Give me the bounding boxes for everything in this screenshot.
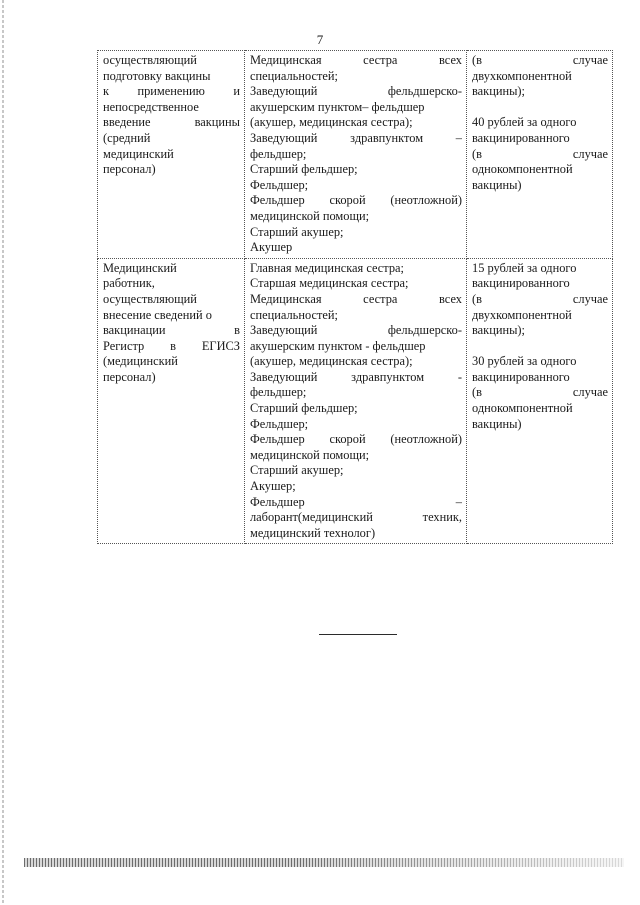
cell-line: медицинский технолог) bbox=[250, 525, 376, 540]
cell-line: акушерским пунктом - фельдшер bbox=[250, 338, 426, 353]
cell-line: вакцинированного bbox=[472, 276, 570, 291]
cell-line: (акушер, медицинская сестра); bbox=[250, 354, 413, 369]
cell-line: (в случае bbox=[472, 146, 608, 161]
cell-line: вакцинированного bbox=[472, 369, 570, 384]
cell-line: медицинский bbox=[103, 146, 174, 161]
cell-line: лаборант(медицинский техник, bbox=[250, 510, 462, 525]
cell-line: вакцины); bbox=[472, 84, 525, 99]
cell-line: акушерским пунктом– фельдшер bbox=[250, 99, 425, 114]
cell-line: (акушер, медицинская сестра); bbox=[250, 115, 413, 130]
cell-line: 30 рублей за одного bbox=[472, 354, 577, 369]
positions-cell bbox=[245, 51, 467, 259]
cell-line: 40 рублей за одного bbox=[472, 115, 577, 130]
cell-line: (в случае bbox=[472, 53, 608, 67]
cell-line: Фельдшер скорой (неотложной) bbox=[250, 193, 462, 208]
cell-line: двухкомпонентной bbox=[472, 307, 572, 322]
cell-line: вакцины); bbox=[472, 323, 525, 338]
cell-line: специальностей; bbox=[250, 68, 338, 83]
payment-cell bbox=[467, 51, 613, 259]
cell-line: Фельдшер; bbox=[250, 177, 309, 192]
cell-line: Старший акушер; bbox=[250, 224, 344, 239]
cell-line: Старший фельдшер; bbox=[250, 401, 358, 416]
cell-line: осуществляющий bbox=[103, 291, 197, 306]
cell-line: фельдшер; bbox=[250, 146, 307, 161]
cell-line: однокомпонентной bbox=[472, 401, 573, 416]
cell-line: персонал) bbox=[103, 369, 156, 384]
cell-line: вакцины) bbox=[472, 416, 522, 431]
cell-line: Медицинская сестра всех bbox=[250, 291, 462, 306]
cell-line: непосредственное bbox=[103, 99, 199, 114]
cell-line: Главная медицинская сестра; bbox=[250, 260, 404, 275]
cell-line: медицинской помощи; bbox=[250, 447, 370, 462]
payment-cell bbox=[467, 258, 613, 544]
cell-line: персонал) bbox=[103, 162, 156, 177]
cell-line: Старшая медицинская сестра; bbox=[250, 276, 409, 291]
cell-spacer bbox=[472, 339, 608, 355]
positions-cell bbox=[245, 258, 467, 544]
cell-line: осуществляющий bbox=[103, 53, 197, 67]
end-of-document-rule bbox=[319, 634, 397, 635]
cell-line: Заведующий здравпунктом - bbox=[250, 369, 462, 384]
cell-line: фельдшер; bbox=[250, 385, 307, 400]
scan-edge-bottom-fade bbox=[300, 858, 624, 867]
cell-line: (в случае bbox=[472, 385, 608, 400]
cell-line: Медицинская сестра всех bbox=[250, 53, 462, 67]
cell-line: 15 рублей за одного bbox=[472, 260, 577, 275]
cell-line: (средний bbox=[103, 130, 151, 145]
cell-line: введение вакцины bbox=[103, 115, 240, 130]
cell-line: Медицинский bbox=[103, 260, 177, 275]
cell-line: однокомпонентной bbox=[472, 162, 573, 177]
table-row bbox=[98, 258, 613, 544]
personnel-description-cell bbox=[98, 51, 245, 259]
cell-line: двухкомпонентной bbox=[472, 68, 572, 83]
page-number: 7 bbox=[316, 32, 324, 47]
cell-line: Старший фельдшер; bbox=[250, 162, 358, 177]
cell-line: Регистр в ЕГИСЗ bbox=[103, 338, 240, 353]
cell-line: вакцины) bbox=[472, 177, 522, 192]
personnel-description-cell bbox=[98, 258, 245, 544]
cell-line: специальностей; bbox=[250, 307, 338, 322]
scan-edge-left bbox=[2, 0, 4, 905]
cell-line: Фельдшер; bbox=[250, 416, 309, 431]
cell-line: подготовку вакцины bbox=[103, 68, 211, 83]
cell-line: работник, bbox=[103, 276, 155, 291]
cell-line: вакцинированного bbox=[472, 130, 570, 145]
cell-line: Акушер bbox=[250, 240, 293, 255]
cell-line: Акушер; bbox=[250, 479, 296, 494]
cell-line: Заведующий здравпунктом – bbox=[250, 130, 462, 145]
cell-line: вакцинации в bbox=[103, 323, 240, 338]
cell-line: к применению и bbox=[103, 84, 240, 99]
cell-line: (в случае bbox=[472, 291, 608, 306]
cell-line: Старший акушер; bbox=[250, 463, 344, 478]
cell-line: внесение сведений о bbox=[103, 307, 212, 322]
table-row bbox=[98, 51, 613, 259]
cell-line: Фельдшер скорой (неотложной) bbox=[250, 432, 462, 447]
cell-line: Фельдшер – bbox=[250, 494, 462, 509]
cell-line: медицинской помощи; bbox=[250, 208, 370, 223]
cell-spacer bbox=[472, 100, 608, 116]
cell-line: Заведующий фельдшерско- bbox=[250, 323, 462, 338]
tariff-table bbox=[97, 50, 613, 544]
cell-line: (медицинский bbox=[103, 354, 178, 369]
cell-line: Заведующий фельдшерско- bbox=[250, 84, 462, 99]
